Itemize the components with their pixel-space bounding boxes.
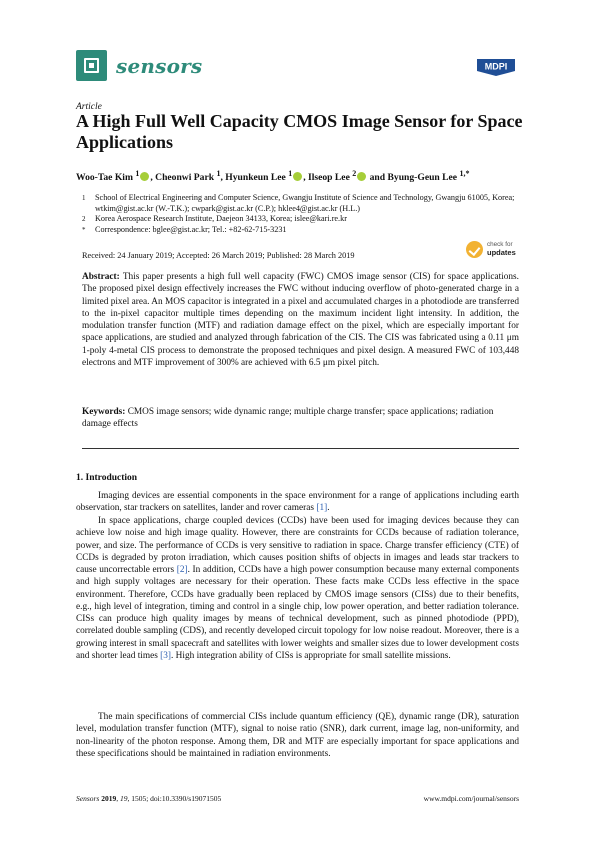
orcid-icon[interactable]: [140, 172, 149, 181]
journal-logo-icon: [76, 50, 107, 81]
article-title: A High Full Well Capacity CMOS Image Sensor for Space Applications: [76, 111, 523, 152]
citation-link[interactable]: [3]: [160, 650, 172, 661]
abstract-text: This paper presents a high full well capacity (FWC) CMOS image sensor (CIS) for space applications. The proposed pixel design effectively increases the FWC without inducing overflow of photo-generated charge in a limited pixel area. An MOS capacitor is integrated in a pixel and accumulated charges in a photodiode are transferred to the in-pixel capacitor multiple times depending on the maximum incident light intensity. In addition, the modulation transfer function (MTF) and radiation damage effect on the pixel, which are especially important for space applications, are studied and analyzed through fabrication of the CIS. The CIS was fabricated using a 0.11 μm 1-poly 4-metal CIS process to demonstrate the proposed techniques and pixel design. A measured FWC of 103,448 electrons and MTF improvement of 300% are achieved with 6.5 μm pixel pitch.: [82, 272, 519, 369]
keywords-label: Keywords:: [82, 407, 126, 417]
author-name[interactable]: Cheonwi Park: [155, 172, 215, 184]
keywords-text: CMOS image sensors; wide dynamic range; multiple charge transfer; space applications; radiation damage effects: [82, 407, 494, 430]
publisher-name: MDPI: [484, 61, 508, 72]
journal-url-link[interactable]: www.mdpi.com/journal/sensors: [423, 794, 519, 803]
affiliation-1: 1 School of Electrical Engineering and Computer Science, Gwangju Institute of Science and Technology, Gwangju 61005, Korea; wtkim@gist.ac.kr (W.-T.K.); cwpark@gist.ac.kr (C.P.); hklee4@gist.ac.kr (H.L.): [82, 193, 515, 213]
intro-paragraph-3: The main specifications of commercial CISs include quantum efficiency (QE), dynamic range (DR), saturation level, modulation transfer function (MTF), signal to noise ratio (SNR), dark current, image lag, non-uniformity, and non-linearity of the photon response. Among them, DR and MTF are especially important for space applications and these specifications should be maintained in radiation environments.: [76, 712, 519, 759]
publisher-logo: [474, 57, 518, 77]
citation-footer: Sensors 2019, 19, 1505; doi:10.3390/s19071505: [76, 794, 222, 803]
citation-link[interactable]: [2]: [176, 565, 188, 575]
checkmark-icon: [466, 241, 483, 258]
abstract-label: Abstract:: [82, 272, 120, 282]
intro-paragraph-2: In space applications, charge coupled devices (CCDs) have been used for imaging devices because they can achieve low noise and high image quality. However, there are constraints for CCDs because of radiation tolerance, power, and size. The performance of CCDs is very sensitive to radiation in space. Charge transfer efficiency (CTE) of CCDs is degraded by proton irradiation, which causes position shifts of objects in images and leads star trackers to cause uncorrectable errors [2]. In addition, CCDs have a high power consumption because many external components and high supply voltages are necessary for their operation. These facts make CCDs less effective in the space environment. Therefore, CCDs have gradually been replaced by CMOS image sensors (CISs) due to their benefits, e.g., high level of integration, timing and control in a single chip, low power operation, and better radiation tolerance. CISs can produce high quality images by means of technical development, such as pinned photodiode (PPD), correlated double sampling (CDS), and recently developed circuit topology for low noise readout. Moreover, there is a growing interest in small spacecraft and satellites with lower weights and smaller sizes due to lower development costs and shorter lead times [3]. High integration ability of CISs is appropriate for small satellite missions.: [76, 516, 519, 661]
affiliation-2: 2 Korea Aerospace Research Institute, Daejeon 34133, Korea; islee@kari.re.kr: [82, 214, 347, 223]
abstract: [82, 271, 519, 369]
author-name[interactable]: Ilseop Lee: [307, 172, 350, 184]
orcid-icon[interactable]: [357, 172, 366, 181]
journal-name: sensors: [116, 54, 203, 78]
publication-dates: Received: 24 January 2019; Accepted: 26 March 2019; Published: 28 March 2019: [82, 251, 355, 260]
intro-paragraph-1: Imaging devices are essential components in the space environment for a range of applications including earth observation, star trackers on satellites, lander and rover cameras [1].: [76, 491, 519, 514]
author-name[interactable]: Woo-Tae Kim: [76, 172, 133, 184]
orcid-icon[interactable]: [293, 172, 302, 181]
correspondence: * Correspondence: bglee@gist.ac.kr; Tel.: +82-62-715-3231: [82, 225, 287, 234]
article-type: Article: [76, 102, 102, 112]
keywords: [82, 406, 519, 431]
citation-link[interactable]: [1]: [316, 503, 328, 514]
section-divider: [82, 448, 519, 449]
author-name[interactable]: Byung-Geun Lee: [387, 172, 458, 184]
check-updates-button[interactable]: check for updates: [466, 240, 526, 260]
author-list: Woo-Tae Kim $^1$ , Cheonwi Park $^1$, Hyunkeun Lee $^1$ , Ilseop Lee $^2$ and Byung-Geun Lee $^{1,*}$: [76, 169, 470, 184]
section-heading: 1. Introduction: [76, 473, 138, 483]
author-name[interactable]: Hyunkeun Lee: [225, 172, 286, 184]
